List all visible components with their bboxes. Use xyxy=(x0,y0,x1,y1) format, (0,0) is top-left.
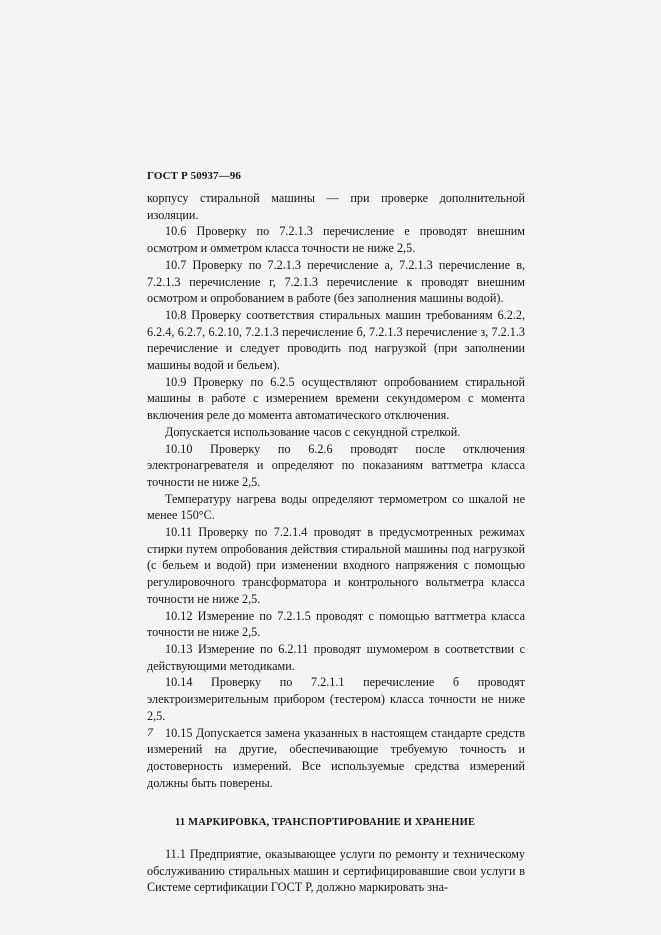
section-heading: 11 МАРКИРОВКА, ТРАНСПОРТИРОВАНИЕ И ХРАНЕНИЕ xyxy=(175,817,476,829)
paragraph-0: корпусу стиральной машины — при проверке дополнительной изоляции. xyxy=(147,191,525,222)
paragraph-10-9: 10.9 Проверку по 6.2.5 осуществляют опробованием стиральной машины в работе с измерением времени секундомером с момента включения реле до момента автоматического отключения. xyxy=(147,374,525,423)
paragraph-10-13: 10.13 Измерение по 6.2.11 проводят шумомером в соответствии с действующими методиками. xyxy=(147,641,525,673)
paragraph-10-6: 10.6 Проверку по 7.2.1.3 перечисление е проводят внешним осмотром и омметром класса точности не ниже 2,5. xyxy=(147,224,525,256)
paragraph-10-15: 10.15 Допускается замена указанных в настоящем стандарте средств измерений на другие, обеспечивающие требуемую точность и достоверность измерений. Все используемые средства измерений должны быть поверены. xyxy=(147,725,525,790)
paragraph-11-1: 11.1 Предприятие, оказывающее услуги по ремонту и техническому обслуживанию стиральных машин и сертифицировавшие свои услуги в Системе сертификации ГОСТ Р, должно маркировать зна- xyxy=(147,847,525,895)
paragraph-10-7: 10.7 Проверку по 7.2.1.3 перечисление а, 7.2.1.3 перечисление в, 7.2.1.3 перечисление г, 7.2.1.3 перечисление к проводят внешним осмотром и опробованием в работе (без заполнения машины водой). xyxy=(147,257,525,306)
paragraph-10-14: 10.14 Проверку по 7.2.1.1 перечисление б проводят электроизмерительным прибором (тестером) класса точности не ниже 2,5. xyxy=(147,675,525,723)
page-number: 7 xyxy=(147,725,153,739)
paragraph-10-10-note: Температуру нагрева воды определяют термометром со шкалой не менее 150°С. xyxy=(147,491,525,523)
paragraph-10-11: 10.11 Проверку по 7.2.1.4 проводят в предусмотренных режимах стирки путем опробования действия стиральной машины под нагрузкой (с бельем и водой) при изменении входного напряжения с помощью регулировочного трансформатора и контрольного вольтметра класса точности не ниже 2,5. xyxy=(147,525,525,606)
paragraph-10-10: 10.10 Проверку по 6.2.6 проводят после отключения электронагревателя и определяют по показаниям ваттметра класса точности не ниже 2,5. xyxy=(147,441,525,489)
paragraph-10-12: 10.12 Измерение по 7.2.1.5 проводят с помощью ваттметра класса точности не ниже 2,5. xyxy=(147,608,525,640)
paragraph-10-8: 10.8 Проверку соответствия стиральных машин требованиям 6.2.2, 6.2.4, 6.2.7, 6.2.10, 7.2.1.3 перечисление б, 7.2.1.3 перечисление з, 7.2.1.3 перечисление и следует проводить под нагрузкой (при заполнении машины водой и бельем). xyxy=(147,307,525,373)
paragraph-10-9-note: Допускается использование часов с секундной стрелкой. xyxy=(165,424,461,439)
document-header: ГОСТ Р 50937—96 xyxy=(147,170,241,182)
body-text xyxy=(147,190,525,896)
